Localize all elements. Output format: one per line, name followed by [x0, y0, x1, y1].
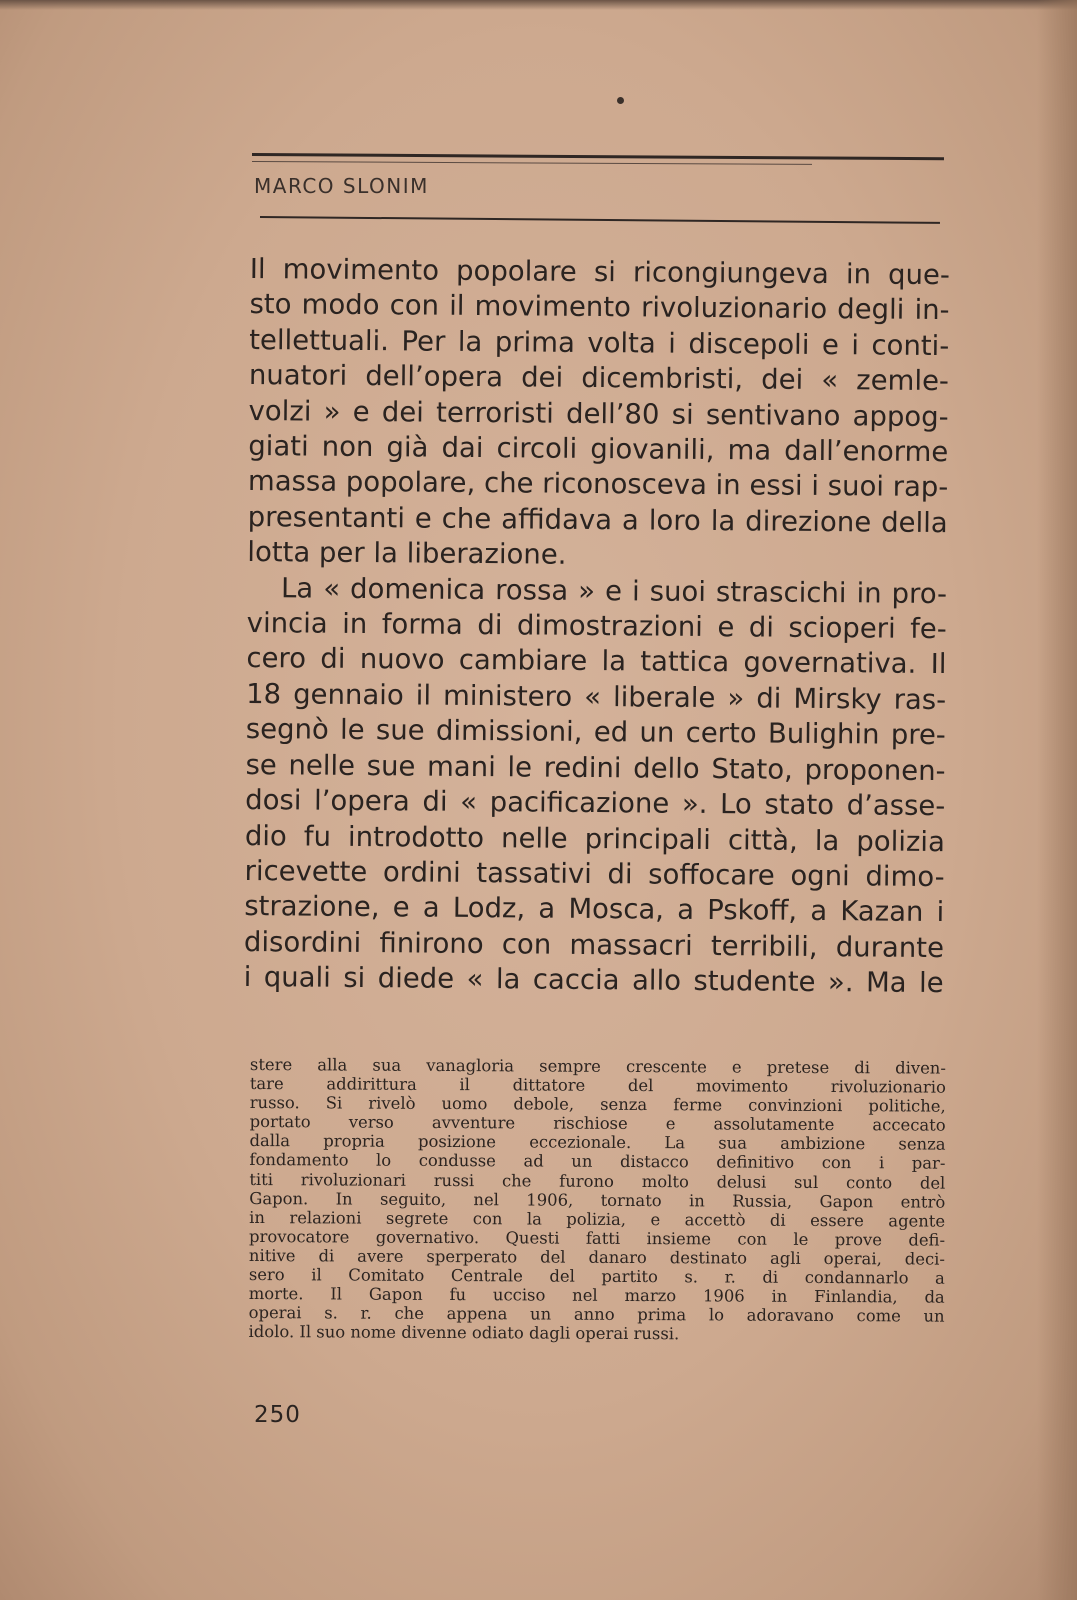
footnote-line: idolo. Il suo nome divenne odiato dagli operai russi.: [248, 1322, 680, 1344]
text-line: lotta per la liberazione.: [247, 536, 567, 572]
text-line: strazione, e a Lodz, a Mosca, a Pskoff, a Kazan i: [244, 890, 945, 929]
text-line: ricevette ordini tassativi di soffocare ogni dimo-: [244, 854, 945, 893]
text-line: dio fu introdotto nelle principali città, la polizia: [244, 819, 946, 858]
main-text: [244, 252, 950, 1002]
text-line: segnò le sue dimissioni, ed un certo Bulighin pre-: [245, 713, 946, 752]
header-rule-bottom: [260, 216, 940, 224]
text-line: vincia in forma di dimostrazioni e di scioperi fe-: [246, 607, 947, 646]
footnote-line: in relazioni segrete con la polizia, e accettò di essere agente: [249, 1207, 946, 1231]
text-line: cero di nuovo cambiare la tattica governativa. Il: [246, 642, 947, 681]
footnote-line: stere alla sua vanagloria sempre crescente e pretese di diven-: [249, 1055, 946, 1078]
text-line: disordini finirono con massacri terribili, durante: [243, 925, 945, 964]
text-line: nuatori dell’opera dei dicembristi, dei « zemle-: [248, 359, 950, 398]
footnote-line: portato verso avventure rischiose e assolutamente accecato: [249, 1112, 946, 1135]
ink-speck: [617, 97, 624, 104]
text-line: 18 gennaio il ministero « liberale » di Mirsky ras-: [246, 677, 947, 716]
text-line: se nelle sue mani le redini dello Stato, proponen-: [245, 748, 946, 787]
text-line: sto modo con il movimento rivoluzionario degli in-: [249, 288, 950, 327]
page-number: 250: [254, 1402, 301, 1428]
text-line: massa popolare, che riconosceva in essi i suoi rap-: [247, 465, 949, 504]
header-rule-top: [252, 153, 944, 160]
footnote-line: sero il Comitato Centrale del partito s. r. di condannarlo a: [248, 1265, 945, 1288]
text-line: volzi » e dei terroristi dell’80 si sentivano appog-: [248, 394, 949, 433]
footnote-line: Gapon. In seguito, nel 1906, tornato in Russia, Gapon entrò: [249, 1188, 946, 1212]
footnote-line: dalla propria posizione eccezionale. La sua ambizione senza: [249, 1131, 946, 1155]
footnote-line: fondamento lo condusse ad un distacco definitivo con i par-: [249, 1150, 946, 1174]
footnote-line: nitive di avere sperperato del danaro destinato agli operai, deci-: [248, 1245, 945, 1269]
text-line: giati non già dai circoli giovanili, ma dall’enorme: [248, 430, 949, 469]
footnote-line: provocatore governativo. Questi fatti insieme con le prove defi-: [249, 1226, 946, 1250]
text-line: i quali si diede « la caccia allo studente ». Ma le: [243, 961, 944, 1000]
text-line: dosi l’opera di « pacificazione ». Lo stato d’asse-: [245, 784, 946, 823]
footnote: [249, 1055, 946, 1345]
footnote-line: tare addirittura il dittatore del movimento rivoluzionario: [249, 1074, 946, 1097]
header-rule-top-thin: [252, 161, 812, 165]
footnote-line: operai s. r. che appena un anno prima lo adoravano come un: [248, 1303, 945, 1326]
text-line: presentanti e che affidava a loro la direzione della: [247, 500, 948, 539]
text-line: tellettuali. Per la prima volta i discepoli e i conti-: [249, 323, 950, 362]
text-line: Il movimento popolare si ricongiungeva in que-: [249, 252, 950, 292]
footnote-line: morte. Il Gapon fu ucciso nel marzo 1906 in Finlandia, da: [248, 1284, 945, 1307]
text-line: La « domenica rossa » e i suoi strascichi in pro-: [280, 571, 948, 610]
footnote-line: russo. Si rivelò uomo debole, senza ferme convinzioni politiche,: [249, 1093, 946, 1116]
running-title: MARCO SLONIM: [254, 174, 429, 198]
footnote-line: titi rivoluzionari russi che furono molto delusi sul conto del: [249, 1169, 946, 1193]
